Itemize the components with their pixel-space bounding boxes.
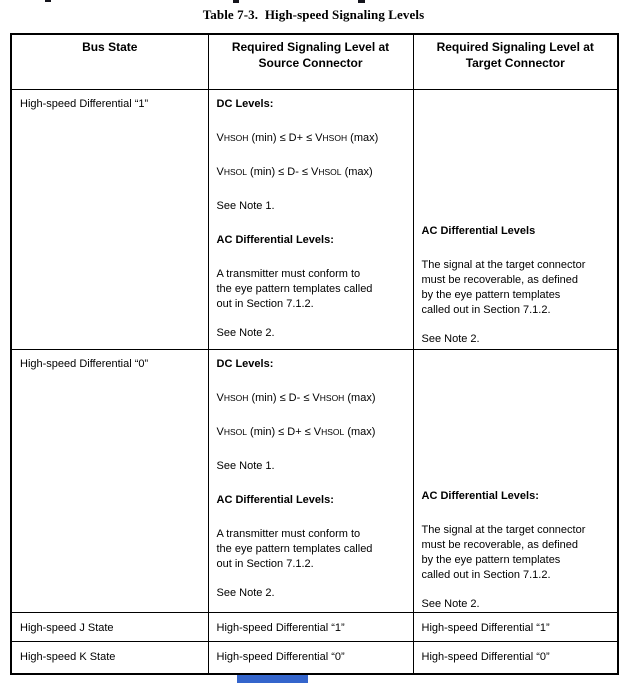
table-caption: Table 7-3. High-speed Signaling Levels: [202, 7, 425, 22]
ac-body-line: The signal at the target connector: [421, 523, 586, 536]
ac-body-line: called out in Section 7.1.2.: [421, 568, 551, 581]
source-level-label: High-speed Differential “1”: [216, 621, 345, 634]
bus-state-label: High-speed Differential “0”: [20, 357, 149, 370]
ac-body-line: The signal at the target connector: [421, 258, 586, 271]
dc-level-line-high: VHSOH (min) ≤ D- ≤ VHSOH (max): [216, 391, 376, 404]
ac-levels-heading: AC Differential Levels:: [216, 493, 334, 506]
bus-state-cell: [11, 349, 208, 612]
signaling-levels-table: [10, 33, 619, 675]
see-note-2: See Note 2.: [421, 597, 480, 610]
table-row-hs-k-state: [11, 641, 618, 674]
table-row-hs-differential-0: [11, 349, 618, 612]
bus-state-label: High-speed J State: [20, 621, 114, 634]
header-row: [11, 34, 618, 89]
bus-state-label: High-speed K State: [20, 650, 116, 663]
target-level-label: High-speed Differential “0”: [421, 650, 550, 663]
bus-state-cell: [11, 641, 208, 674]
source-level-label: High-speed Differential “0”: [216, 650, 345, 663]
ac-body-line: the eye pattern templates called: [216, 282, 373, 295]
ac-body-line: called out in Section 7.1.2.: [421, 303, 551, 316]
source-level-cell: [208, 349, 413, 612]
bus-state-cell: [11, 612, 208, 641]
see-note-2: See Note 2.: [216, 586, 275, 599]
see-note-1: See Note 1.: [216, 199, 275, 212]
dc-level-line-high: VHSOH (min) ≤ D+ ≤ VHSOH (max): [216, 131, 379, 144]
target-level-label: High-speed Differential “1”: [421, 621, 550, 634]
source-level-cell: [208, 89, 413, 349]
target-level-cell: [413, 89, 618, 349]
ac-body-line: by the eye pattern templates: [421, 288, 561, 301]
table-row-hs-j-state: [11, 612, 618, 641]
ac-body-line: out in Section 7.1.2.: [216, 297, 314, 310]
target-level-cell: [413, 612, 618, 641]
col-header-target-connector: Required Signaling Level at Target Connector: [413, 34, 618, 89]
ac-levels-heading: AC Differential Levels:: [216, 233, 334, 246]
ac-body-line: A transmitter must conform to: [216, 267, 361, 280]
dc-level-line-low: VHSOL (min) ≤ D+ ≤ VHSOL (max): [216, 425, 376, 438]
source-level-cell: [208, 612, 413, 641]
ac-body-line: by the eye pattern templates: [421, 553, 561, 566]
bus-state-label: High-speed Differential “1”: [20, 97, 149, 110]
ac-body-line: A transmitter must conform to: [216, 527, 361, 540]
see-note-2: See Note 2.: [216, 326, 275, 339]
ac-levels-heading: AC Differential Levels: [421, 224, 536, 237]
see-note-2: See Note 2.: [421, 332, 480, 345]
target-level-cell: [413, 641, 618, 674]
dc-levels-heading: DC Levels:: [216, 97, 274, 110]
ac-body-line: must be recoverable, as defined: [421, 273, 579, 286]
ac-levels-heading: AC Differential Levels:: [421, 489, 539, 502]
table-row-hs-differential-1: [11, 89, 618, 349]
ac-body-line: the eye pattern templates called: [216, 542, 373, 555]
source-level-cell: [208, 641, 413, 674]
cropped-text-fragment: [358, 0, 365, 3]
see-note-1: See Note 1.: [216, 459, 275, 472]
cropped-text-fragment: [233, 0, 239, 3]
dc-levels-heading: DC Levels:: [216, 357, 274, 370]
col-header-bus-state: Bus State: [11, 34, 208, 89]
bus-state-cell: [11, 89, 208, 349]
ac-body-line: must be recoverable, as defined: [421, 538, 579, 551]
cropped-text-fragment: [45, 0, 51, 2]
col-header-source-connector: Required Signaling Level at Source Connector: [208, 34, 413, 89]
footer-page-link-highlight[interactable]: [237, 675, 308, 683]
ac-body-line: out in Section 7.1.2.: [216, 557, 314, 570]
dc-level-line-low: VHSOL (min) ≤ D- ≤ VHSOL (max): [216, 165, 373, 178]
target-level-cell: [413, 349, 618, 612]
